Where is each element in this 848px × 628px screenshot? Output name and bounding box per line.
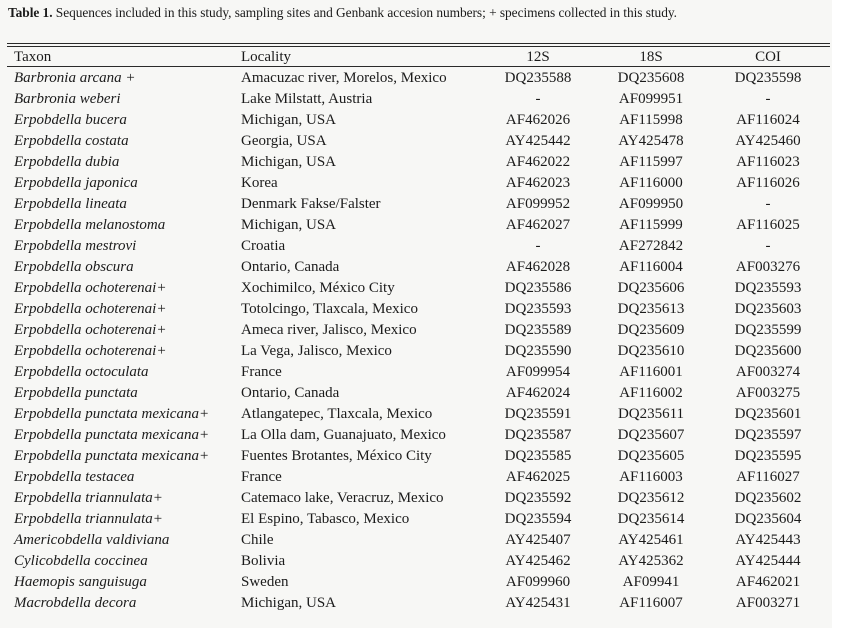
accession-18s-cell: DQ235606 xyxy=(617,280,685,296)
accession-18s-cell: DQ235613 xyxy=(617,301,685,317)
locality-cell: Croatia xyxy=(241,238,286,254)
accession-12s-cell: AF099954 xyxy=(505,364,571,380)
table-row xyxy=(0,341,832,362)
table-row xyxy=(0,215,832,236)
accession-coi-cell: DQ235595 xyxy=(734,448,802,464)
taxon-cell: Cylicobdella coccinea xyxy=(14,553,148,569)
header-locality: Locality xyxy=(241,49,291,65)
taxon-cell: Macrobdella decora xyxy=(14,595,137,611)
table-caption xyxy=(8,5,828,21)
locality-cell: Catemaco lake, Veracruz, Mexico xyxy=(241,490,444,506)
accession-18s-cell: AF115999 xyxy=(619,217,683,233)
table-row xyxy=(0,131,832,152)
table-row xyxy=(0,425,832,446)
accession-12s-cell: AY425442 xyxy=(505,133,571,149)
accession-12s-cell: DQ235593 xyxy=(504,301,572,317)
accession-12s-cell: DQ235594 xyxy=(504,511,572,527)
taxon-cell: Erpobdella melanostoma xyxy=(14,217,166,233)
top-rule xyxy=(7,43,830,44)
accession-18s-cell: DQ235611 xyxy=(617,406,685,422)
accession-coi-cell: DQ235602 xyxy=(734,490,802,506)
accession-12s-cell: DQ235592 xyxy=(504,490,572,506)
accession-coi-cell: AF116025 xyxy=(736,217,800,233)
accession-coi-cell: DQ235603 xyxy=(734,301,802,317)
taxon-cell: Erpobdella bucera xyxy=(14,112,127,128)
accession-coi-cell: - xyxy=(765,196,771,212)
accession-18s-cell: AF099950 xyxy=(618,196,684,212)
taxon-cell: Erpobdella ochoterenai+ xyxy=(14,280,167,296)
accession-12s-cell: AF462025 xyxy=(505,469,571,485)
accession-12s-cell: DQ235591 xyxy=(504,406,572,422)
accession-12s-cell: - xyxy=(535,91,541,107)
table-row xyxy=(0,404,832,425)
table-row xyxy=(0,236,832,257)
accession-12s-cell: DQ235586 xyxy=(504,280,572,296)
locality-cell: La Vega, Jalisco, Mexico xyxy=(241,343,392,359)
taxon-cell: Erpobdella ochoterenai+ xyxy=(14,343,167,359)
accession-coi-cell: AF003274 xyxy=(735,364,801,380)
accession-12s-cell: DQ235590 xyxy=(504,343,572,359)
accession-coi-cell: AY425460 xyxy=(735,133,801,149)
accession-18s-cell: AF116001 xyxy=(619,364,683,380)
locality-cell: France xyxy=(241,364,282,380)
accession-coi-cell: - xyxy=(765,91,771,107)
accession-coi-cell: AF003276 xyxy=(735,259,801,275)
accession-18s-cell: DQ235614 xyxy=(617,511,685,527)
header-12s: 12S xyxy=(526,49,550,65)
table-row xyxy=(0,152,832,173)
locality-cell: Michigan, USA xyxy=(241,595,336,611)
accession-coi-cell: DQ235601 xyxy=(734,406,802,422)
accession-18s-cell: AF116004 xyxy=(619,259,683,275)
table-row xyxy=(0,299,832,320)
accession-18s-cell: AF272842 xyxy=(618,238,684,254)
table-row xyxy=(0,551,832,572)
accession-18s-cell: AY425362 xyxy=(618,553,684,569)
accession-12s-cell: DQ235585 xyxy=(504,448,572,464)
taxon-cell: Erpobdella ochoterenai+ xyxy=(14,301,167,317)
header-taxon: Taxon xyxy=(14,49,52,65)
taxon-cell: Erpobdella punctata xyxy=(14,385,138,401)
locality-cell: Michigan, USA xyxy=(241,112,336,128)
locality-cell: Ontario, Canada xyxy=(241,259,340,275)
accession-coi-cell: DQ235604 xyxy=(734,511,802,527)
accession-coi-cell: DQ235593 xyxy=(734,280,802,296)
taxon-cell: Erpobdella japonica xyxy=(14,175,138,191)
taxon-cell: Americobdella valdiviana xyxy=(14,532,170,548)
accession-12s-cell: AF462024 xyxy=(505,385,571,401)
accession-12s-cell: - xyxy=(535,238,541,254)
locality-cell: Korea xyxy=(241,175,278,191)
taxon-cell: Erpobdella triannulata+ xyxy=(14,511,163,527)
locality-cell: Michigan, USA xyxy=(241,217,336,233)
locality-cell: Ontario, Canada xyxy=(241,385,340,401)
accession-12s-cell: AF099960 xyxy=(505,574,571,590)
accession-12s-cell: AY425407 xyxy=(505,532,571,548)
table-row xyxy=(0,572,832,593)
taxon-cell: Erpobdella costata xyxy=(14,133,129,149)
locality-cell: Xochimilco, México City xyxy=(241,280,395,296)
accession-18s-cell: DQ235605 xyxy=(617,448,685,464)
locality-cell: Michigan, USA xyxy=(241,154,336,170)
table-row xyxy=(0,278,832,299)
accession-12s-cell: AF462023 xyxy=(505,175,571,191)
accession-coi-cell: AF003275 xyxy=(735,385,801,401)
table-row xyxy=(0,383,832,404)
accession-18s-cell: AF116000 xyxy=(619,175,683,191)
accession-18s-cell: AF115997 xyxy=(619,154,683,170)
locality-cell: France xyxy=(241,469,282,485)
table-row xyxy=(0,173,832,194)
accession-12s-cell: AF099952 xyxy=(505,196,571,212)
accession-12s-cell: AF462026 xyxy=(505,112,571,128)
locality-cell: Atlangatepec, Tlaxcala, Mexico xyxy=(241,406,433,422)
table-row xyxy=(0,194,832,215)
locality-cell: Lake Milstatt, Austria xyxy=(241,91,373,107)
locality-cell: Georgia, USA xyxy=(241,133,327,149)
accession-18s-cell: AF116003 xyxy=(619,469,683,485)
accession-18s-cell: AF09941 xyxy=(622,574,680,590)
taxon-cell: Erpobdella testacea xyxy=(14,469,135,485)
accession-18s-cell: AY425461 xyxy=(618,532,684,548)
accession-coi-cell: AF116026 xyxy=(736,175,800,191)
table-row xyxy=(0,89,832,110)
accession-coi-cell: AY425444 xyxy=(735,553,801,569)
taxon-cell: Erpobdella obscura xyxy=(14,259,134,275)
table-row xyxy=(0,467,832,488)
locality-cell: Chile xyxy=(241,532,274,548)
table-row xyxy=(0,446,832,467)
accession-12s-cell: DQ235587 xyxy=(504,427,572,443)
locality-cell: Denmark Fakse/Falster xyxy=(241,196,381,212)
caption-text: Sequences included in this study, sampling sites and Genbank accesion numbers; + specimens collected in this study. xyxy=(52,5,677,20)
locality-cell: Amacuzac river, Morelos, Mexico xyxy=(241,70,447,86)
accession-coi-cell: DQ235597 xyxy=(734,427,802,443)
table-row xyxy=(0,320,832,341)
taxon-cell: Erpobdella punctata mexicana+ xyxy=(14,406,210,422)
accession-18s-cell: DQ235607 xyxy=(617,427,685,443)
locality-cell: Sweden xyxy=(241,574,289,590)
taxon-cell: Erpobdella mestrovi xyxy=(14,238,137,254)
table-row xyxy=(0,362,832,383)
accession-coi-cell: - xyxy=(765,238,771,254)
locality-cell: El Espino, Tabasco, Mexico xyxy=(241,511,410,527)
accession-12s-cell: AY425462 xyxy=(505,553,571,569)
accession-12s-cell: DQ235589 xyxy=(504,322,572,338)
accession-12s-cell: DQ235588 xyxy=(504,70,572,86)
locality-cell: Ameca river, Jalisco, Mexico xyxy=(241,322,417,338)
caption-label: Table 1. xyxy=(8,5,53,20)
table-row xyxy=(0,488,832,509)
accession-coi-cell: AF116024 xyxy=(736,112,800,128)
header-rule xyxy=(7,66,830,67)
table-row xyxy=(0,68,832,89)
accession-coi-cell: DQ235598 xyxy=(734,70,802,86)
accession-18s-cell: AY425478 xyxy=(618,133,684,149)
locality-cell: Totolcingo, Tlaxcala, Mexico xyxy=(241,301,418,317)
header-coi: COI xyxy=(755,49,781,65)
accession-12s-cell: AY425431 xyxy=(505,595,571,611)
accession-18s-cell: DQ235608 xyxy=(617,70,685,86)
accession-12s-cell: AF462028 xyxy=(505,259,571,275)
table-row xyxy=(0,593,832,614)
accession-18s-cell: AF115998 xyxy=(619,112,683,128)
taxon-cell: Barbronia arcana + xyxy=(14,70,136,86)
taxon-cell: Erpobdella triannulata+ xyxy=(14,490,163,506)
accession-18s-cell: AF099951 xyxy=(618,91,684,107)
header-18s: 18S xyxy=(639,49,663,65)
taxon-cell: Erpobdella dubia xyxy=(14,154,120,170)
table-row xyxy=(0,257,832,278)
locality-cell: Bolivia xyxy=(241,553,286,569)
taxon-cell: Erpobdella punctata mexicana+ xyxy=(14,427,210,443)
taxon-cell: Erpobdella ochoterenai+ xyxy=(14,322,167,338)
accession-18s-cell: DQ235612 xyxy=(617,490,685,506)
taxon-cell: Haemopis sanguisuga xyxy=(14,574,147,590)
table-row xyxy=(0,110,832,131)
table-row xyxy=(0,530,832,551)
taxon-cell: Erpobdella lineata xyxy=(14,196,127,212)
accession-18s-cell: DQ235609 xyxy=(617,322,685,338)
accession-18s-cell: AF116002 xyxy=(619,385,683,401)
accession-18s-cell: AF116007 xyxy=(619,595,683,611)
accession-coi-cell: DQ235599 xyxy=(734,322,802,338)
taxon-cell: Erpobdella octoculata xyxy=(14,364,149,380)
accession-coi-cell: AF003271 xyxy=(735,595,801,611)
accession-coi-cell: DQ235600 xyxy=(734,343,802,359)
locality-cell: Fuentes Brotantes, México City xyxy=(241,448,432,464)
table-row xyxy=(0,509,832,530)
accession-coi-cell: AF462021 xyxy=(735,574,801,590)
table-header-row xyxy=(0,47,832,68)
accession-coi-cell: AF116023 xyxy=(736,154,800,170)
taxon-cell: Erpobdella punctata mexicana+ xyxy=(14,448,210,464)
accession-12s-cell: AF462027 xyxy=(505,217,571,233)
taxon-cell: Barbronia weberi xyxy=(14,91,121,107)
accession-coi-cell: AF116027 xyxy=(736,469,800,485)
accession-18s-cell: DQ235610 xyxy=(617,343,685,359)
accession-coi-cell: AY425443 xyxy=(735,532,801,548)
locality-cell: La Olla dam, Guanajuato, Mexico xyxy=(241,427,446,443)
accession-12s-cell: AF462022 xyxy=(505,154,571,170)
